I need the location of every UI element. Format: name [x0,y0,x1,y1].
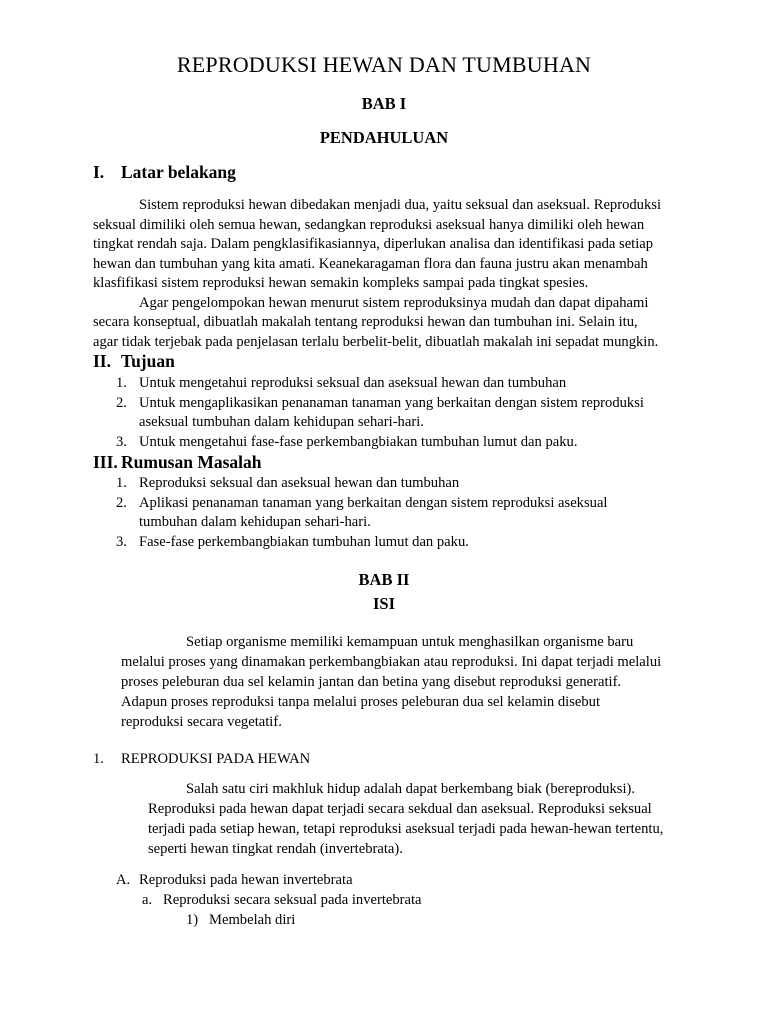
section1-para1-line: Sistem reproduksi hewan dibedakan menjadi dua, yaitu seksual dan aseksual. Reproduksi [139,197,662,213]
repro-para-line: Reproduksi pada hewan dapat terjadi secara sekdual dan aseksual. Reproduksi seksual [148,801,652,817]
tujuan-item-number: 1. [116,375,127,391]
section1-para1-line: hewan dan tumbuhan yang kita amati. Keanekaragaman flora dan fauna justru akan menambah [93,255,648,272]
section1-title: Latar belakang [121,162,236,182]
subsection-1-number: 1) [186,912,199,928]
tujuan-item-text: Untuk mengetahui fase-fase perkembangbiakan tumbuhan lumut dan paku. [139,433,578,450]
section1-para2-line: secara konseptual, dibuatlah makalah tentang reproduksi hewan dan tumbuhan ini. Selain itu, [93,314,638,330]
tujuan-item-number: 3. [116,433,127,450]
bab2-para-line: Adapun proses reproduksi tanpa melalui proses peleburan dua sel kelamin disebut [121,694,601,710]
subsection-a-text: Reproduksi pada hewan invertebrata [139,872,353,888]
tujuan-item-text: Untuk mengetahui reproduksi seksual dan aseksual hewan dan tumbuhan [139,375,567,391]
document-title: REPRODUKSI HEWAN DAN TUMBUHAN [176,52,592,77]
repro-title: REPRODUKSI PADA HEWAN [121,751,311,767]
section3-number: III. [93,452,118,472]
section2-number: II. [93,351,111,371]
tujuan-item-text: Untuk mengaplikasikan penanaman tanaman yang berkaitan dengan sistem reproduksi [139,394,644,411]
section1-number: I. [93,162,105,182]
section1-para2-line: Agar pengelompokan hewan menurut sistem reproduksinya mudah dan dapat dipahami [139,294,649,311]
section1-para1-line: tingkat rendah saja. Dalam pengklasifikasiannya, diperlukan analisa dan identifikasi pada setiap [93,236,654,252]
bab2-para-line: reproduksi secara vegetatif. [121,714,282,730]
repro-number: 1. [93,751,104,767]
rumusan-item-number: 3. [116,533,127,550]
bab2-subheading: ISI [372,594,396,613]
subsection-a-lower-number: a. [142,892,153,908]
subsection-1-text: Membelah diri [209,912,296,928]
rumusan-item-text: Aplikasi penanaman tanaman yang berkaitan dengan sistem reproduksi aseksual [139,494,608,511]
section3-title: Rumusan Masalah [121,452,262,472]
section1-para1-line: seksual dimiliki oleh semua hewan, sedangkan reproduksi aseksual hanya dimiliki oleh hewan [93,216,645,233]
rumusan-item-text: tumbuhan dalam kehidupan sehari-hari. [139,514,371,530]
bab2-para-line: melalui proses yang dinamakan perkembangbiakan atau reproduksi. Ini dapat terjadi melalui [121,654,662,670]
section1-para1-line: klasfifikasi sistem reproduksi hewan semakin kompleks sampai pada tingkat spesies. [93,275,589,291]
repro-para-line: terjadi pada setiap hewan, tetapi reproduksi aseksual terjadi pada hewan-hewan tertentu, [148,821,664,837]
rumusan-item-number: 2. [116,494,127,511]
tujuan-item-text: aseksual tumbuhan dalam kehidupan sehari-hari. [139,414,424,430]
repro-para-line: seperti hewan tingkat rendah (invertebrata). [148,841,403,857]
bab2-para-line: Setiap organisme memiliki kemampuan untuk menghasilkan organisme baru [186,634,634,650]
section2-title: Tujuan [121,351,175,371]
rumusan-item-text: Fase-fase perkembangbiakan tumbuhan lumut dan paku. [139,533,469,550]
section1-para2-line: agar tidak terjebak pada penjelasan terlalu berbelit-belit, dibuatlah makalah ini sepadat mungkin. [93,333,659,350]
subsection-a-lower-text: Reproduksi secara seksual pada invertebrata [163,892,422,908]
rumusan-item-text: Reproduksi seksual dan aseksual hewan dan tumbuhan [139,475,460,491]
bab1-subheading: PENDAHULUAN [319,128,449,147]
rumusan-item-number: 1. [116,475,127,491]
tujuan-item-number: 2. [116,394,127,411]
subsection-a-number: A. [116,872,131,888]
bab1-heading: BAB I [361,94,407,113]
repro-para-line: Salah satu ciri makhluk hidup adalah dapat berkembang biak (bereproduksi). [186,781,636,797]
bab2-para-line: proses peleburan dua sel kelamin jantan dan betina yang disebut reproduksi generatif. [121,674,622,690]
bab2-heading: BAB II [358,570,410,589]
